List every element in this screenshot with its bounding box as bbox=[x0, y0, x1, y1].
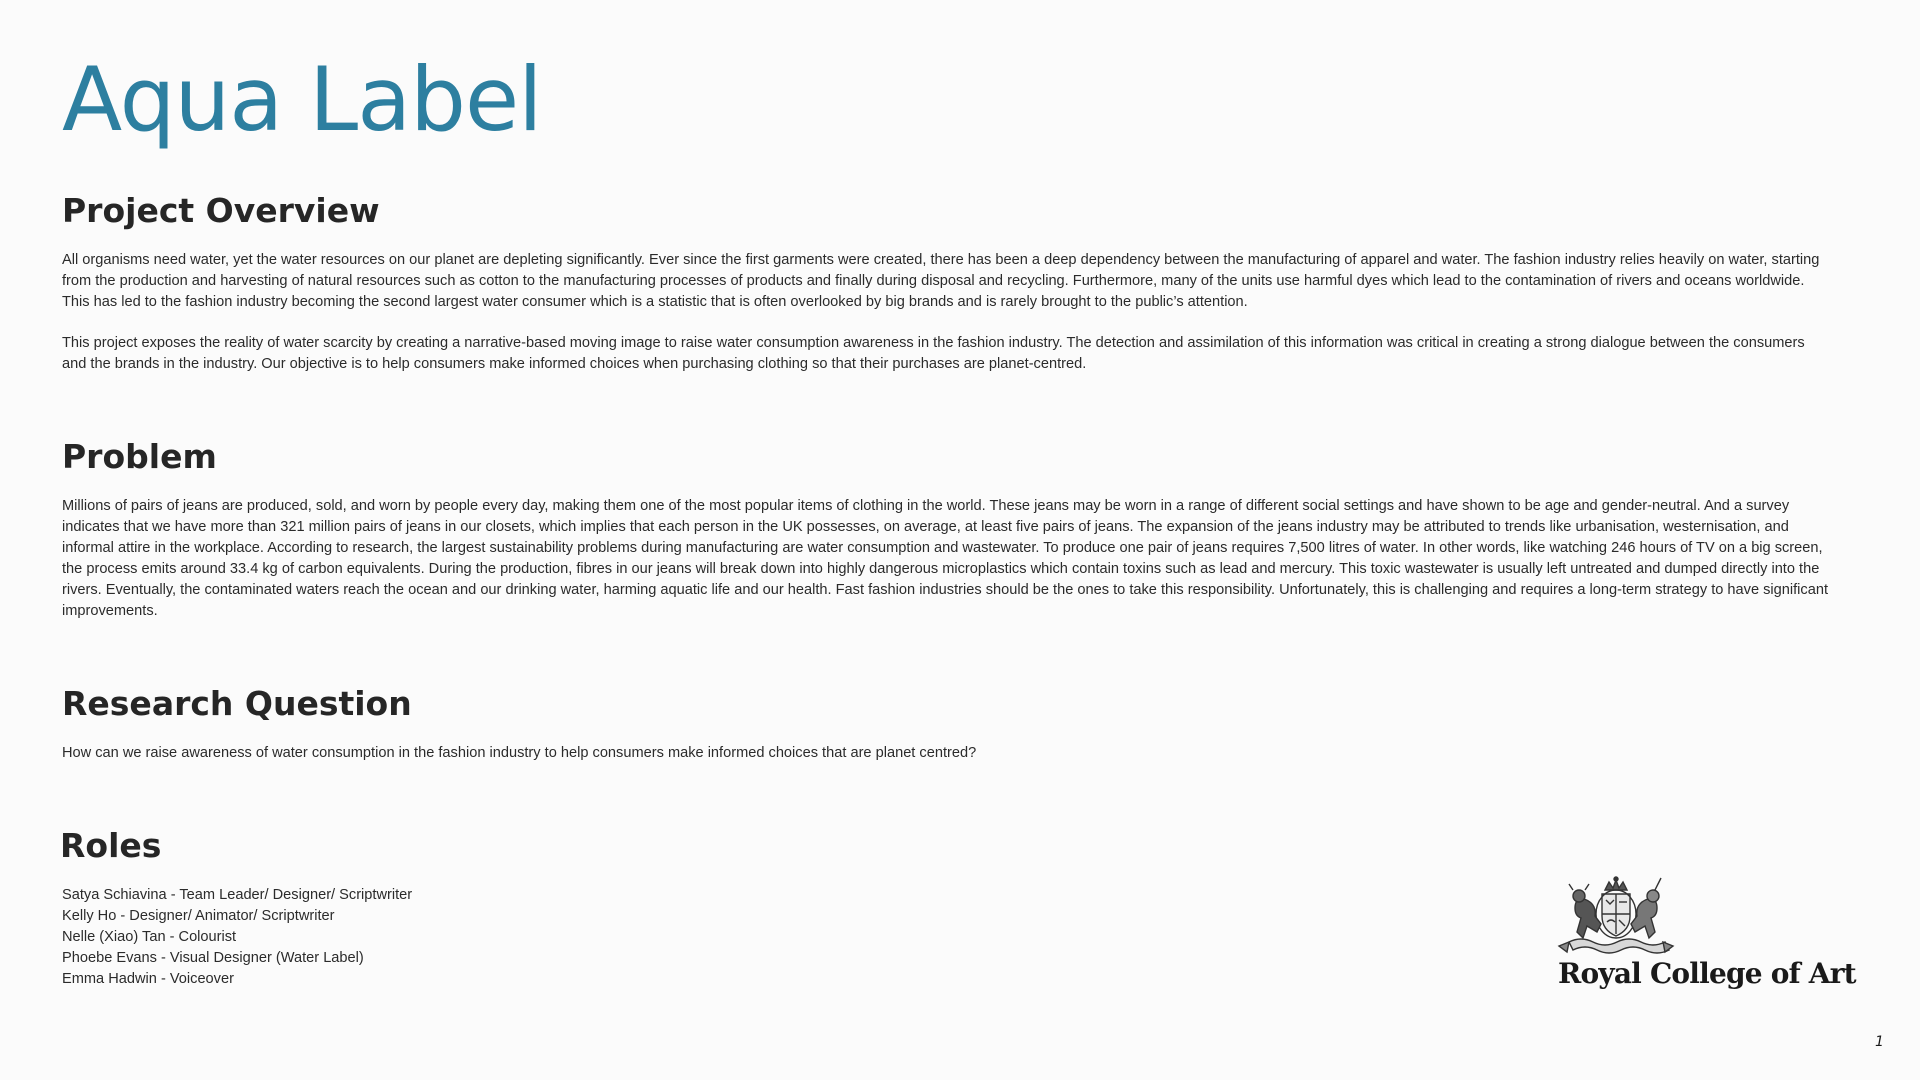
overview-paragraph-1: All organisms need water, yet the water resources on our planet are depleting significantly. Ever since the first garments were created, there has been a deep dependency between the manufacturing of apparel and water. The fashion industry relies heavily on water, starting from the production and harvesting of natural resources such as cotton to the manufacturing processes of products and finally during disposal and recycling. Furthermore, many of the units use harmful dyes which lead to the contamination of rivers and oceans worldwide. This has led to the fashion industry becoming the second largest water consumer which is a statistic that is often overlooked by big brands and is rarely brought to the public’s attention. bbox=[62, 252, 1820, 310]
role-item: Emma Hadwin - Voiceover bbox=[62, 971, 234, 987]
royal-crest-icon bbox=[1555, 876, 1677, 958]
role-item: Kelly Ho - Designer/ Animator/ Scriptwriter bbox=[62, 908, 335, 924]
page-number: 1 bbox=[1875, 1034, 1884, 1050]
overview-heading: Project Overview bbox=[62, 191, 380, 230]
research-question-paragraph: How can we raise awareness of water consumption in the fashion industry to help consumers make informed choices that are planet centred? bbox=[62, 745, 977, 761]
problem-paragraph: Millions of pairs of jeans are produced, sold, and worn by people every day, making them one of the most popular items of clothing in the world. These jeans may be worn in a range of different social settings and have shown to be age and gender-neutral. And a survey indicates that we have more than 321 million pairs of jeans in our closets, which implies that each person in the UK possesses, on average, at least five pairs of jeans. The expansion of the jeans industry may be attributed to trends like urbanisation, westernisation, and informal attire in the workplace. According to research, the largest sustainability problems during manufacturing are water consumption and wastewater. To produce one pair of jeans requires 7,500 litres of water. In other words, like watching 246 hours of TV on a big screen, the process emits around 33.4 kg of carbon equivalents. During the production, fibres in our jeans will break down into highly dangerous microplastics which contain toxins such as lead and mercury. This toxic wastewater is usually left untreated and dumped directly into the rivers. Eventually, the contaminated waters reach the ocean and our drinking water, harming aquatic life and our health. Fast fashion industries should be the ones to take this responsibility. Unfortunately, this is challenging and requires a long-term strategy to have significant improvements. bbox=[62, 498, 1829, 619]
overview-paragraph-2: This project exposes the reality of water scarcity by creating a narrative-based moving image to raise water consumption awareness in the fashion industry. The detection and assimilation of this information was critical in creating a strong dialogue between the consumers and the brands in the industry. Our objective is to help consumers make informed choices when purchasing clothing so that their purchases are planet-centred. bbox=[62, 335, 1805, 372]
role-item: Phoebe Evans - Visual Designer (Water Label) bbox=[62, 950, 364, 966]
roles-list bbox=[62, 885, 412, 990]
role-item: Nelle (Xiao) Tan - Colourist bbox=[62, 929, 237, 945]
royal-college-of-art-logo: Royal College of Art bbox=[1558, 957, 1856, 990]
problem-heading: Problem bbox=[62, 437, 217, 476]
research-question-heading: Research Question bbox=[62, 684, 412, 723]
document-title: Aqua Label bbox=[62, 48, 542, 151]
role-item: Satya Schiavina - Team Leader/ Designer/ Scriptwriter bbox=[62, 887, 413, 903]
roles-heading: Roles bbox=[60, 826, 162, 865]
